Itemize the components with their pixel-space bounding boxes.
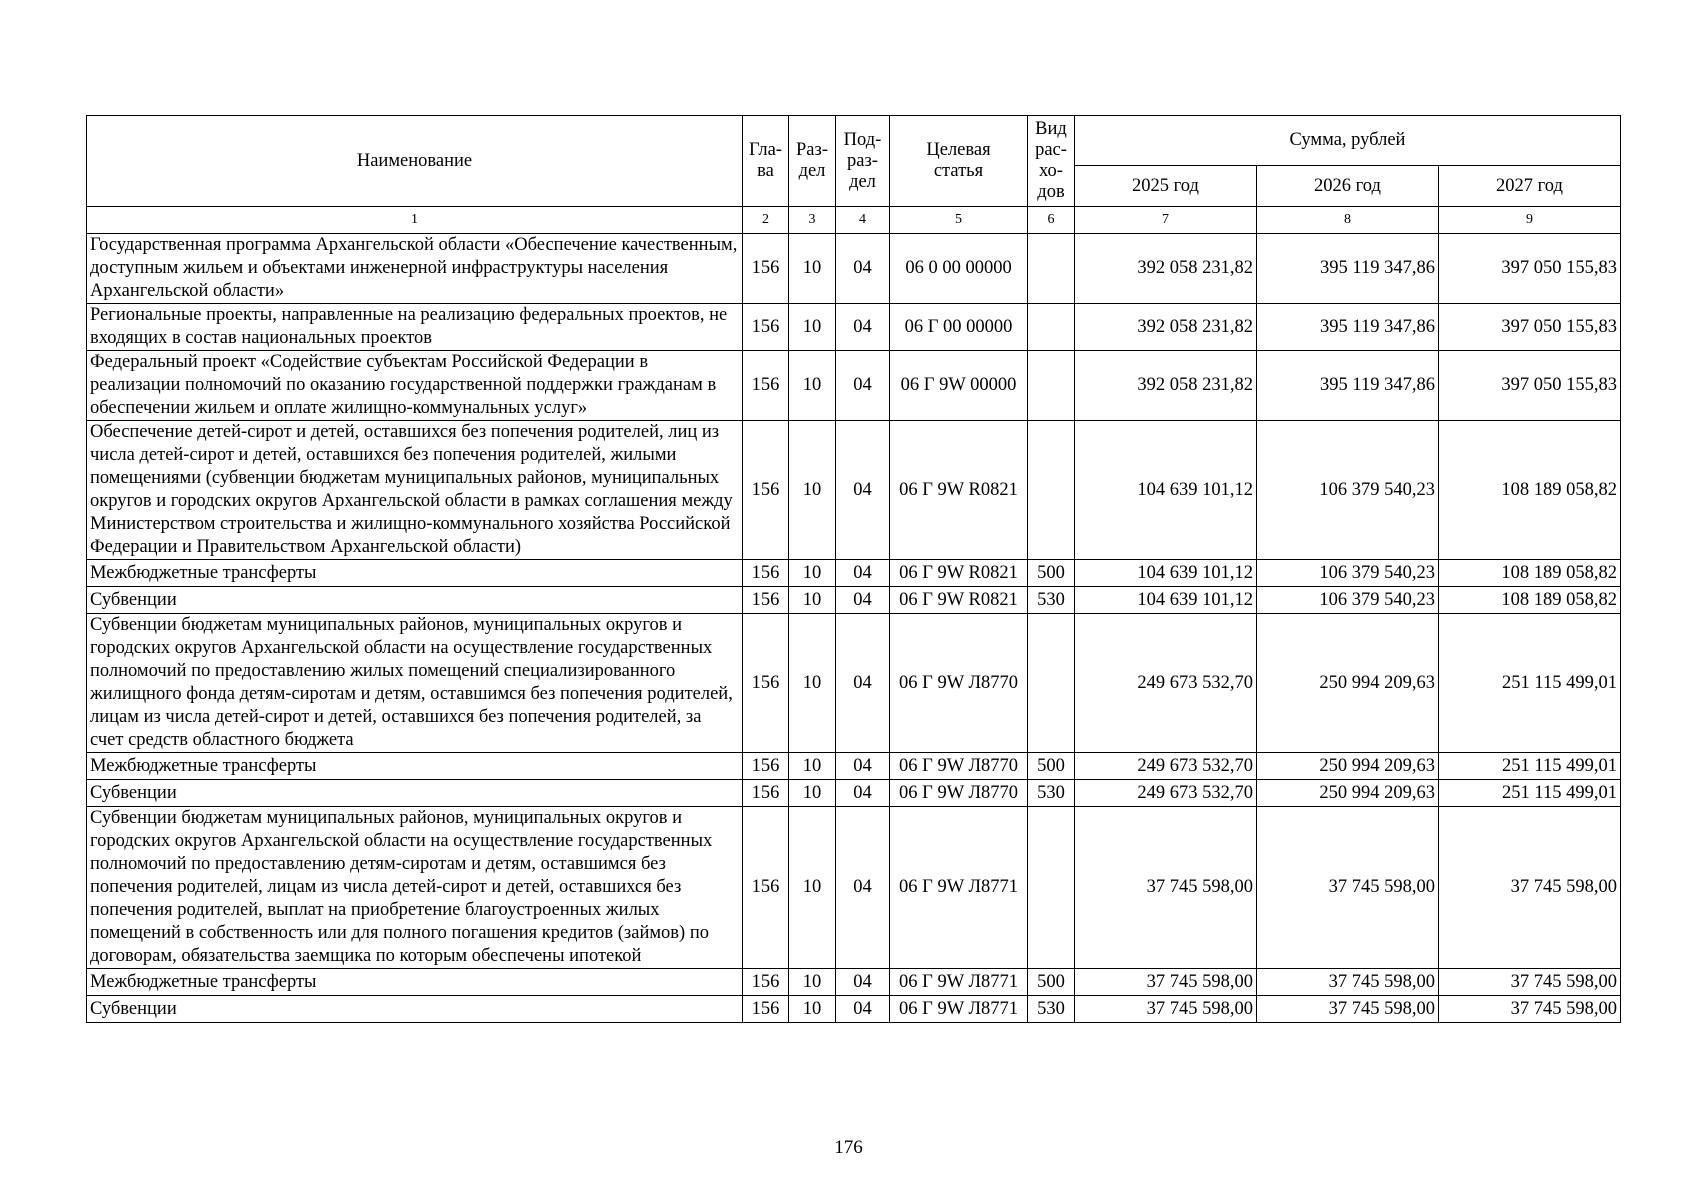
row-name: Субвенции xyxy=(87,587,743,614)
row-amount-2025: 37 745 598,00 xyxy=(1075,807,1257,969)
row-amount-2027: 397 050 155,83 xyxy=(1439,304,1621,351)
row-amount-2026: 106 379 540,23 xyxy=(1257,560,1439,587)
column-number: 3 xyxy=(789,207,836,234)
row-target: 06 Г 9W Л8770 xyxy=(890,780,1028,807)
column-number: 1 xyxy=(87,207,743,234)
row-chapter: 156 xyxy=(743,351,789,421)
row-amount-2025: 249 673 532,70 xyxy=(1075,780,1257,807)
row-chapter: 156 xyxy=(743,614,789,753)
column-number: 8 xyxy=(1257,207,1439,234)
row-name: Межбюджетные трансферты xyxy=(87,560,743,587)
row-subsection: 04 xyxy=(836,807,890,969)
row-amount-2025: 249 673 532,70 xyxy=(1075,614,1257,753)
row-amount-2025: 37 745 598,00 xyxy=(1075,996,1257,1023)
row-target: 06 Г 9W Л8770 xyxy=(890,753,1028,780)
row-target: 06 Г 00 00000 xyxy=(890,304,1028,351)
row-amount-2025: 392 058 231,82 xyxy=(1075,351,1257,421)
row-target: 06 Г 9W 00000 xyxy=(890,351,1028,421)
column-number: 7 xyxy=(1075,207,1257,234)
row-amount-2027: 108 189 058,82 xyxy=(1439,560,1621,587)
row-expense-type: 530 xyxy=(1028,587,1075,614)
row-target: 06 Г 9W Л8771 xyxy=(890,996,1028,1023)
row-subsection: 04 xyxy=(836,614,890,753)
table-body xyxy=(87,234,1621,1023)
table-row xyxy=(87,807,1621,969)
row-target: 06 Г 9W Л8771 xyxy=(890,969,1028,996)
row-name: Государственная программа Архангельской области «Обеспечение качественным, доступным жильем и объектами инженерной инфраструктуры населения Архангельской области» xyxy=(87,234,743,304)
row-amount-2025: 37 745 598,00 xyxy=(1075,969,1257,996)
row-amount-2025: 104 639 101,12 xyxy=(1075,587,1257,614)
row-subsection: 04 xyxy=(836,304,890,351)
header-year-2025: 2025 год xyxy=(1075,166,1257,207)
row-expense-type: 500 xyxy=(1028,753,1075,780)
row-amount-2026: 106 379 540,23 xyxy=(1257,421,1439,560)
row-expense-type xyxy=(1028,421,1075,560)
table-row xyxy=(87,587,1621,614)
row-amount-2026: 37 745 598,00 xyxy=(1257,969,1439,996)
header-sum: Сумма, рублей xyxy=(1075,116,1621,166)
row-name: Обеспечение детей-сирот и детей, оставшихся без попечения родителей, лиц из числа детей-сирот и детей, оставшихся без попечения родителей, жилыми помещениями (субвенции бюджетам муниципальных районов, муниципальных округов и городских округов Архангельской области в рамках соглашения между Министерством строительства и жилищно-коммунального хозяйства Российской Федерации и Правительством Архангельской области) xyxy=(87,421,743,560)
row-amount-2027: 397 050 155,83 xyxy=(1439,234,1621,304)
table-row xyxy=(87,996,1621,1023)
row-amount-2027: 251 115 499,01 xyxy=(1439,753,1621,780)
row-subsection: 04 xyxy=(836,421,890,560)
row-amount-2026: 37 745 598,00 xyxy=(1257,996,1439,1023)
column-number: 9 xyxy=(1439,207,1621,234)
row-expense-type: 500 xyxy=(1028,969,1075,996)
row-subsection: 04 xyxy=(836,560,890,587)
row-chapter: 156 xyxy=(743,996,789,1023)
row-amount-2026: 250 994 209,63 xyxy=(1257,753,1439,780)
row-amount-2027: 37 745 598,00 xyxy=(1439,807,1621,969)
row-amount-2026: 395 119 347,86 xyxy=(1257,351,1439,421)
row-subsection: 04 xyxy=(836,587,890,614)
row-name: Субвенции xyxy=(87,996,743,1023)
header-chapter: Гла- ва xyxy=(743,116,789,207)
row-expense-type: 530 xyxy=(1028,996,1075,1023)
row-amount-2027: 37 745 598,00 xyxy=(1439,996,1621,1023)
row-name: Федеральный проект «Содействие субъектам Российской Федерации в реализации полномочий по оказанию государственной поддержки гражданам в обеспечении жильем и оплате жилищно-коммунальных услуг» xyxy=(87,351,743,421)
row-expense-type: 530 xyxy=(1028,780,1075,807)
row-target: 06 Г 9W Л8770 xyxy=(890,614,1028,753)
row-amount-2026: 395 119 347,86 xyxy=(1257,234,1439,304)
row-name: Региональные проекты, направленные на реализацию федеральных проектов, не входящих в состав национальных проектов xyxy=(87,304,743,351)
row-amount-2025: 104 639 101,12 xyxy=(1075,560,1257,587)
table-row xyxy=(87,351,1621,421)
row-amount-2026: 250 994 209,63 xyxy=(1257,614,1439,753)
row-name: Субвенции xyxy=(87,780,743,807)
column-number: 4 xyxy=(836,207,890,234)
row-section: 10 xyxy=(789,421,836,560)
header-section: Раз- дел xyxy=(789,116,836,207)
column-number: 6 xyxy=(1028,207,1075,234)
row-target: 06 Г 9W R0821 xyxy=(890,560,1028,587)
row-amount-2027: 37 745 598,00 xyxy=(1439,969,1621,996)
row-section: 10 xyxy=(789,351,836,421)
row-name: Субвенции бюджетам муниципальных районов, муниципальных округов и городских округов Архангельской области на осуществление государственных полномочий по предоставлению детям-сиротам и детям, оставшимся без попечения родителей, лицам из числа детей-сирот и детей, оставшихся без попечения родителей, выплат на приобретение благоустроенных жилых помещений в собственность или для полного погашения кредитов (займов) по договорам, обязательства заемщика по которым обеспечены ипотекой xyxy=(87,807,743,969)
row-chapter: 156 xyxy=(743,421,789,560)
table-row xyxy=(87,780,1621,807)
row-amount-2027: 397 050 155,83 xyxy=(1439,351,1621,421)
row-section: 10 xyxy=(789,587,836,614)
row-section: 10 xyxy=(789,969,836,996)
column-number-row xyxy=(87,207,1621,234)
row-subsection: 04 xyxy=(836,351,890,421)
table-row xyxy=(87,753,1621,780)
column-number: 2 xyxy=(743,207,789,234)
row-expense-type: 500 xyxy=(1028,560,1075,587)
row-chapter: 156 xyxy=(743,780,789,807)
row-target: 06 Г 9W R0821 xyxy=(890,587,1028,614)
column-number: 5 xyxy=(890,207,1028,234)
row-amount-2027: 108 189 058,82 xyxy=(1439,421,1621,560)
row-amount-2025: 249 673 532,70 xyxy=(1075,753,1257,780)
row-expense-type xyxy=(1028,351,1075,421)
table-row xyxy=(87,560,1621,587)
row-expense-type xyxy=(1028,234,1075,304)
row-target: 06 0 00 00000 xyxy=(890,234,1028,304)
row-amount-2026: 106 379 540,23 xyxy=(1257,587,1439,614)
budget-table xyxy=(86,115,1621,1023)
row-section: 10 xyxy=(789,807,836,969)
row-amount-2025: 392 058 231,82 xyxy=(1075,304,1257,351)
table-row xyxy=(87,234,1621,304)
row-chapter: 156 xyxy=(743,304,789,351)
row-chapter: 156 xyxy=(743,969,789,996)
row-chapter: 156 xyxy=(743,807,789,969)
row-subsection: 04 xyxy=(836,969,890,996)
row-expense-type xyxy=(1028,807,1075,969)
row-section: 10 xyxy=(789,234,836,304)
row-amount-2026: 395 119 347,86 xyxy=(1257,304,1439,351)
row-section: 10 xyxy=(789,996,836,1023)
row-section: 10 xyxy=(789,560,836,587)
row-subsection: 04 xyxy=(836,753,890,780)
table-row xyxy=(87,614,1621,753)
table-row xyxy=(87,304,1621,351)
header-expense-type: Вид рас- хо- дов xyxy=(1028,116,1075,207)
row-subsection: 04 xyxy=(836,780,890,807)
row-expense-type xyxy=(1028,614,1075,753)
row-section: 10 xyxy=(789,753,836,780)
row-expense-type xyxy=(1028,304,1075,351)
table-row xyxy=(87,421,1621,560)
row-chapter: 156 xyxy=(743,560,789,587)
row-section: 10 xyxy=(789,304,836,351)
header-target: Целевая статья xyxy=(890,116,1028,207)
row-subsection: 04 xyxy=(836,996,890,1023)
row-amount-2027: 108 189 058,82 xyxy=(1439,587,1621,614)
row-section: 10 xyxy=(789,780,836,807)
header-name: Наименование xyxy=(87,116,743,207)
row-amount-2025: 104 639 101,12 xyxy=(1075,421,1257,560)
table-row xyxy=(87,969,1621,996)
row-name: Межбюджетные трансферты xyxy=(87,753,743,780)
row-name: Межбюджетные трансферты xyxy=(87,969,743,996)
row-chapter: 156 xyxy=(743,234,789,304)
header-year-2026: 2026 год xyxy=(1257,166,1439,207)
row-amount-2027: 251 115 499,01 xyxy=(1439,780,1621,807)
row-target: 06 Г 9W R0821 xyxy=(890,421,1028,560)
row-amount-2027: 251 115 499,01 xyxy=(1439,614,1621,753)
row-amount-2025: 392 058 231,82 xyxy=(1075,234,1257,304)
row-amount-2026: 250 994 209,63 xyxy=(1257,780,1439,807)
row-amount-2026: 37 745 598,00 xyxy=(1257,807,1439,969)
row-chapter: 156 xyxy=(743,587,789,614)
header-subsection: Под- раз- дел xyxy=(836,116,890,207)
row-target: 06 Г 9W Л8771 xyxy=(890,807,1028,969)
row-name: Субвенции бюджетам муниципальных районов, муниципальных округов и городских округов Архангельской области на осуществление государственных полномочий по предоставлению жилых помещений специализированного жилищного фонда детям-сиротам и детям, оставшимся без попечения родителей, лицам из числа детей-сирот и детей, оставшихся без попечения родителей, за счет средств областного бюджета xyxy=(87,614,743,753)
header-year-2027: 2027 год xyxy=(1439,166,1621,207)
page-number: 176 xyxy=(834,1137,863,1158)
row-chapter: 156 xyxy=(743,753,789,780)
row-subsection: 04 xyxy=(836,234,890,304)
row-section: 10 xyxy=(789,614,836,753)
